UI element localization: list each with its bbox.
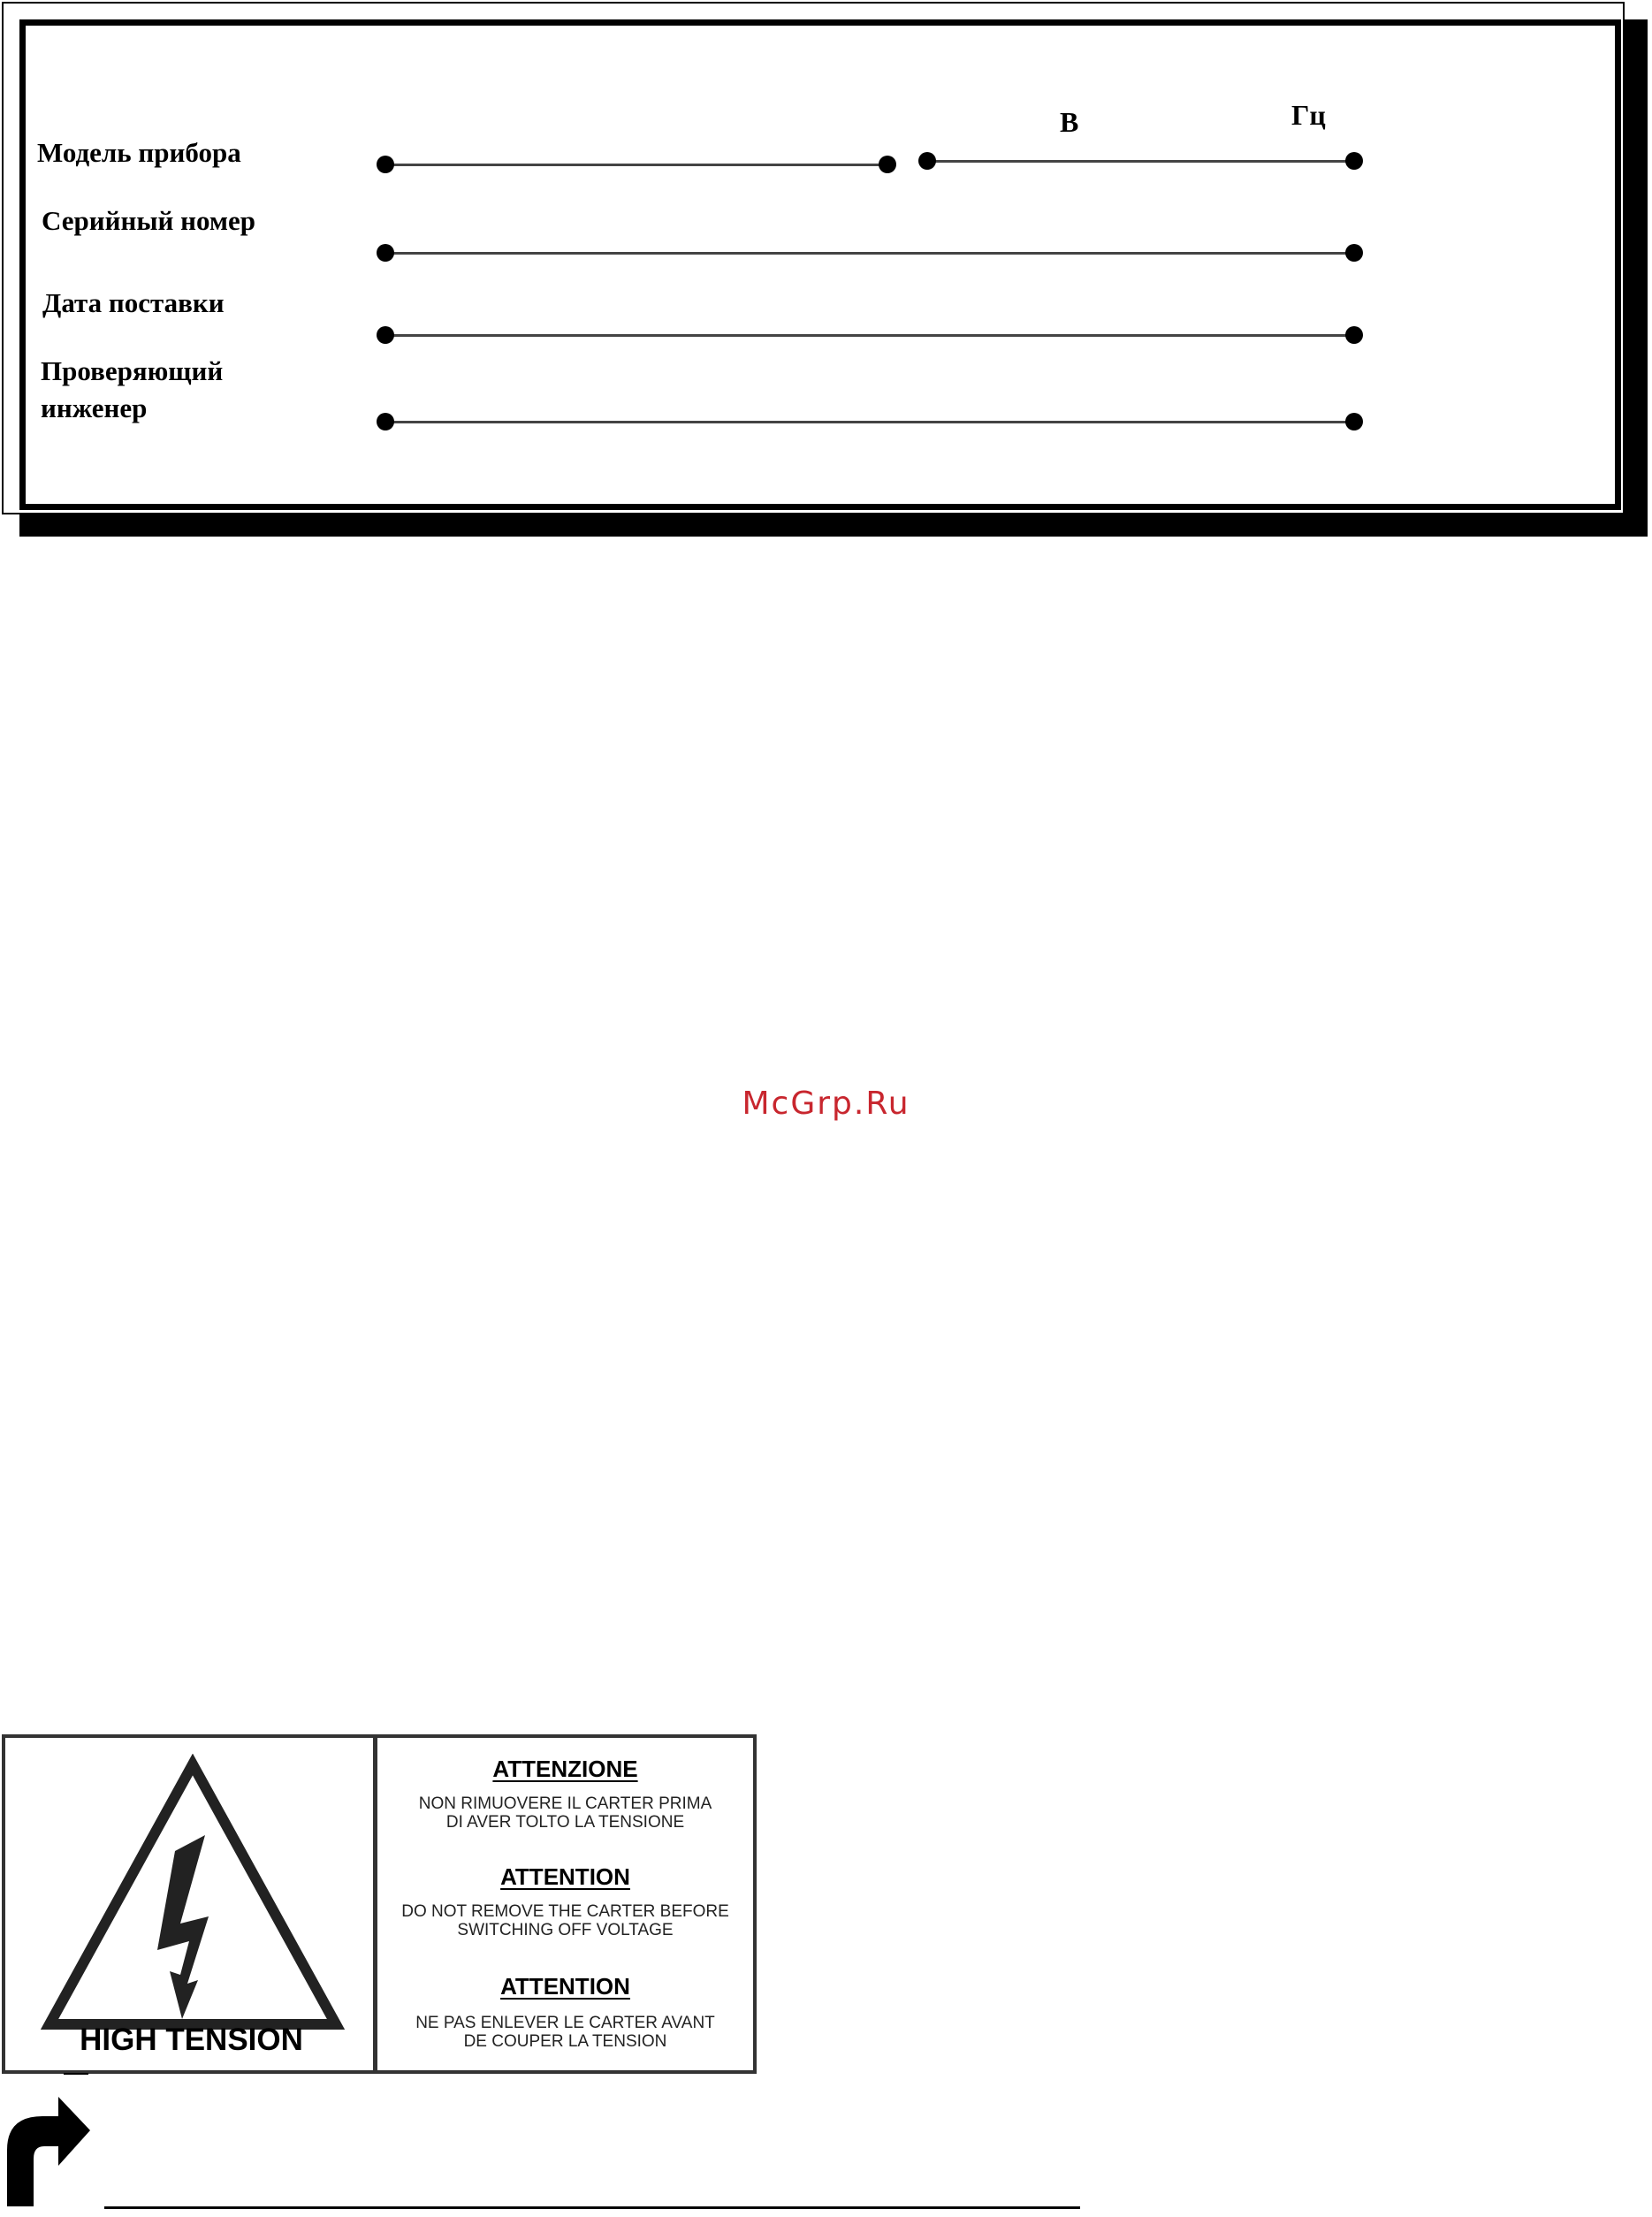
- warning-text-panel: [377, 1738, 753, 2070]
- warning-heading-french: ATTENTION: [500, 1973, 630, 2000]
- field-line-model[interactable]: [385, 164, 887, 166]
- high-voltage-warning-icon: [41, 1754, 345, 2046]
- line-end-dot: [1345, 244, 1363, 262]
- label-device-model: Модель прибора: [37, 137, 241, 168]
- line-end-dot: [1345, 152, 1363, 170]
- line-end-dot: [377, 326, 394, 344]
- label-inspecting-engineer: Проверяющий инженер: [41, 355, 224, 423]
- field-line-voltage-frequency[interactable]: [927, 160, 1354, 163]
- warning-text-french: NE PAS ENLEVER LE CARTER AVANT DE COUPER LA TENSION: [415, 2014, 715, 2051]
- line-end-dot: [879, 156, 896, 173]
- line-end-dot: [377, 413, 394, 430]
- form-frame-inner: [19, 19, 1621, 510]
- high-tension-text: HIGH TENSION: [80, 2023, 303, 2057]
- warning-heading-italian: ATTENZIONE: [492, 1756, 638, 1782]
- line-end-dot: [1345, 413, 1363, 430]
- watermark-text: McGrp.Ru: [742, 1086, 910, 1122]
- unit-volt: В: [1060, 106, 1079, 138]
- line-end-dot: [377, 156, 394, 173]
- bottom-rule: [104, 2206, 1080, 2209]
- warning-text-italian: NON RIMUOVERE IL CARTER PRIMA DI AVER TOLTO LA TENSIONE: [418, 1794, 712, 1832]
- label-delivery-date: Дата поставки: [42, 287, 225, 318]
- warning-heading-english: ATTENTION: [500, 1863, 630, 1890]
- field-line-engineer[interactable]: [385, 421, 1354, 423]
- divider-stub: [64, 2073, 88, 2075]
- field-line-serial[interactable]: [385, 252, 1354, 255]
- high-tension-warning-label: [2, 1734, 757, 2074]
- line-end-dot: [1345, 326, 1363, 344]
- line-end-dot: [377, 244, 394, 262]
- warning-text-english: DO NOT REMOVE THE CARTER BEFORE SWITCHING OFF VOLTAGE: [401, 1902, 729, 1939]
- turn-right-arrow-icon: [4, 2074, 92, 2206]
- label-serial-number: Серийный номер: [42, 205, 256, 236]
- field-line-delivery-date[interactable]: [385, 334, 1354, 337]
- form-frame-outer: [2, 2, 1625, 514]
- line-end-dot: [918, 152, 936, 170]
- unit-hz: Гц: [1291, 99, 1326, 131]
- hazard-panel: [5, 1738, 377, 2070]
